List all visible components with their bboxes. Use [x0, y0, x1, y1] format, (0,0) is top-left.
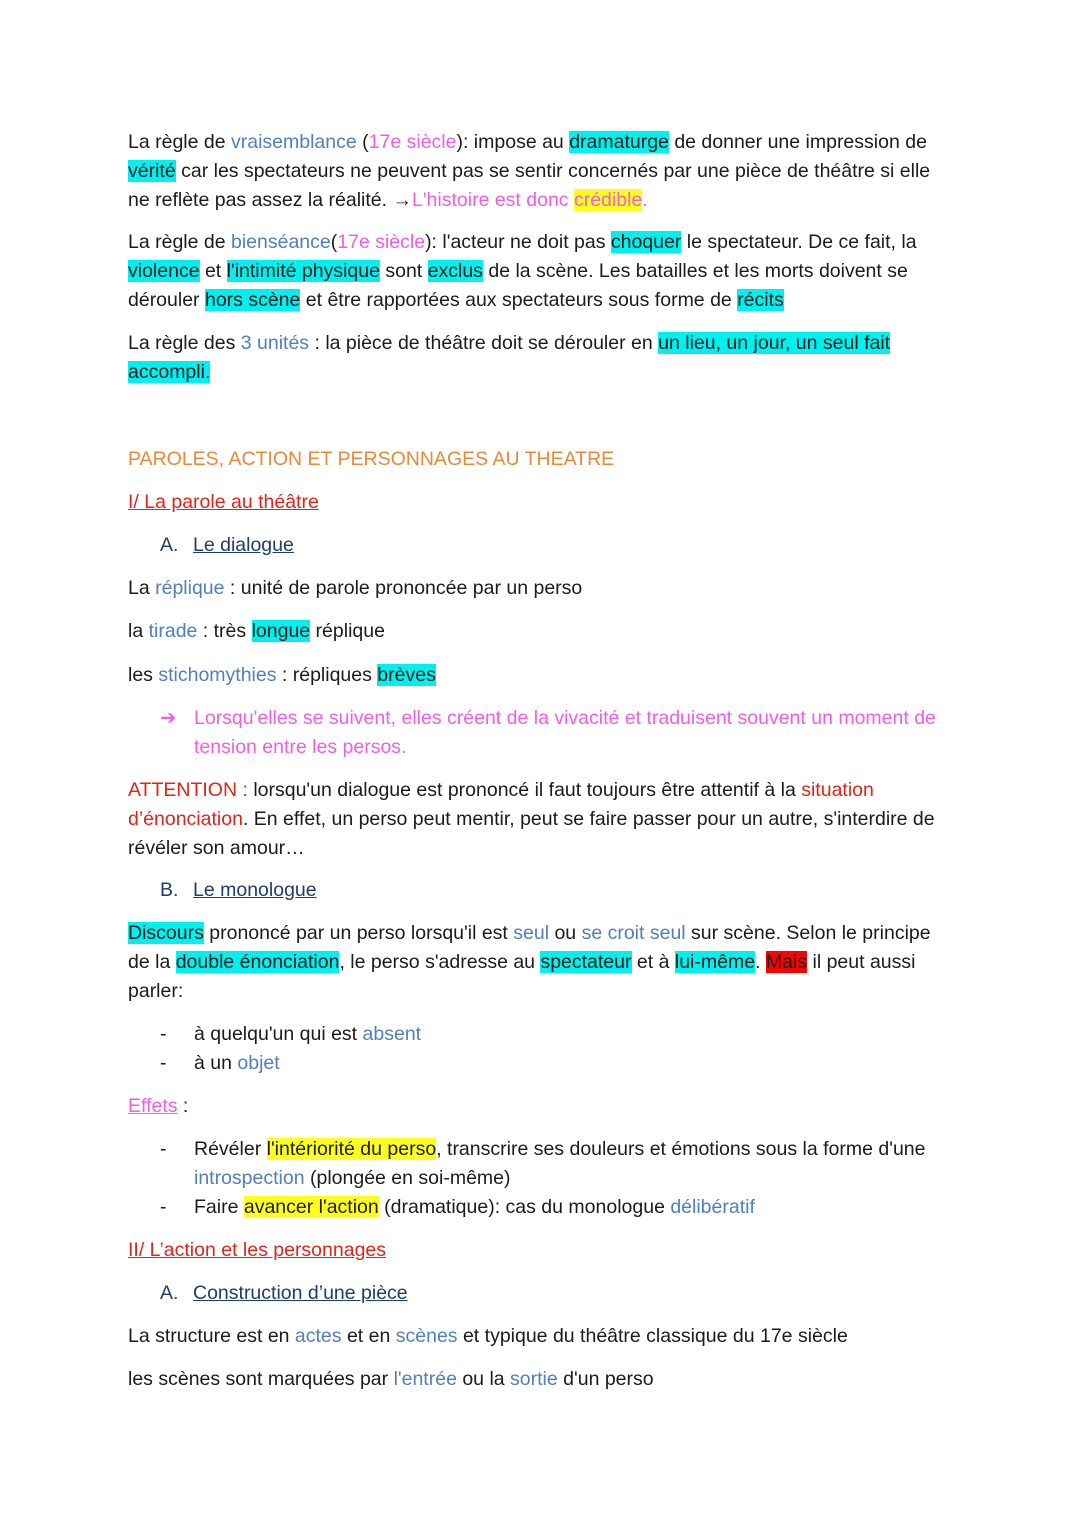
highlight-choquer: choquer [610, 231, 682, 253]
paragraph-monologue: Discours prononcé par un perso lorsqu'il est seul ou se croit seul sur scène. Selon le principe de la double énonciation, le perso s'adresse au spectateur et à lui-même. Mais il peut aussi parler: [128, 922, 931, 1002]
effets-label: Effets : [128, 1095, 189, 1117]
highlight-intimite: l'intimité physique [226, 260, 380, 282]
term-bienseance: bienséance [231, 231, 331, 253]
highlight-credible: crédible [573, 189, 643, 211]
paragraph-attention: ATTENTION : lorsqu'un dialogue est prononcé il faut toujours être attentif à la situation d’énonciation. En effet, un perso peut mentir, peut se faire passer pour un autre, s'interdire de révéler son amour… [128, 779, 935, 859]
highlight-dramaturge: dramaturge [569, 131, 669, 153]
paragraph-scenes: les scènes sont marquées par l'entrée ou la sortie d'un perso [128, 1368, 654, 1390]
highlight-lieu-jour-fait: un lieu, un jour, un seul fait accompli. [128, 332, 891, 383]
list-item: - Faire avancer l'action (dramatique): cas du monologue délibératif [160, 1196, 755, 1218]
note-stichomythies: ➔ Lorsqu'elles se suivent, elles créent de la vivacité et traduisent souvent un moment de tension entre les persos. [160, 704, 974, 762]
list-item: - Révéler l'intériorité du perso, transcrire ses douleurs et émotions sous la forme d'une introspection (plongée en soi-même) [160, 1138, 926, 1189]
paragraph-bienseance: La règle de bienséance(17e siècle): l'acteur ne doit pas choquer le spectateur. De ce fait, la violence et l'intimité physique sont exclus de la scène. Les batailles et les morts doivent se dérouler hors scène et être rapportées aux spectateurs sous forme de récits [128, 231, 917, 311]
subheading-construction: A. Construction d’une pièce [160, 1282, 408, 1304]
term-scenes: scènes [395, 1325, 458, 1347]
heading-la-parole: I/ La parole au théâtre [128, 491, 319, 513]
paragraph-vraisemblance: La règle de vraisemblance (17e siècle): impose au dramaturge de donner une impression de vérité car les spectateurs ne peuvent pas se sentir concernés par une pièce de théâtre si elle ne reflète pas assez la réalité. →L'histoire est donc crédible. [128, 131, 931, 211]
highlight-lui-meme: lui-même [674, 951, 756, 973]
term-stichomythies: stichomythies [158, 664, 277, 686]
arrow-right-icon: ➔ [160, 707, 177, 729]
highlight-hors-scene: hors scène [204, 289, 301, 311]
highlight-longue: longue [251, 620, 311, 642]
subheading-dialogue: A. Le dialogue [160, 534, 294, 556]
term-3-unites: 3 unités [240, 332, 310, 354]
section-title: PAROLES, ACTION ET PERSONNAGES AU THEATRE [128, 448, 615, 470]
list-item: - à quelqu'un qui est absent [160, 1023, 422, 1045]
heading-action-personnages: II/ L’action et les personnages [128, 1239, 387, 1261]
date-17e-siecle: 17e siècle [337, 231, 426, 253]
term-actes: actes [294, 1325, 342, 1347]
attention-label: ATTENTION : [128, 779, 254, 801]
list-item: - à un objet [160, 1052, 280, 1074]
highlight-discours: Discours [128, 922, 204, 944]
definition-stichomythies: les stichomythies : répliques brèves [128, 664, 436, 686]
highlight-breves: brèves [377, 664, 436, 686]
term-replique: réplique [155, 577, 225, 599]
term-sortie: sortie [510, 1368, 558, 1390]
highlight-verite: vérité [128, 160, 176, 182]
highlight-interiorite: l'intériorité du perso [266, 1138, 437, 1160]
paragraph-3-unites: La règle des 3 unités : la pièce de théâtre doit se dérouler en un lieu, un jour, un seul fait accompli. [128, 332, 891, 383]
term-absent: absent [362, 1023, 422, 1045]
highlight-recits: récits [737, 289, 784, 311]
highlight-spectateur: spectateur [540, 951, 632, 973]
term-deliberatif: délibératif [670, 1196, 755, 1218]
date-17e-siecle: 17e siècle [368, 131, 457, 153]
term-se-croit-seul: se croit seul [581, 922, 686, 944]
highlight-mais: Mais [765, 951, 808, 973]
highlight-avancer-action: avancer l'action [243, 1196, 379, 1218]
arrow-icon: → [392, 189, 412, 211]
highlight-exclus: exclus [427, 260, 483, 282]
definition-tirade: la tirade : très longue réplique [128, 620, 385, 642]
term-seul: seul [513, 922, 550, 944]
subheading-monologue: B. Le monologue [160, 879, 317, 901]
highlight-violence: violence [128, 260, 200, 282]
term-introspection: introspection [194, 1167, 305, 1189]
term-entree: l'entrée [393, 1368, 457, 1390]
term-vraisemblance: vraisemblance [231, 131, 357, 153]
term-situation-enonciation: situation d’énonciation [128, 779, 874, 830]
highlight-double-enonciation: double énonciation [175, 951, 340, 973]
term-tirade: tirade [148, 620, 198, 642]
paragraph-structure: La structure est en actes et en scènes et typique du théâtre classique du 17e siècle [128, 1325, 848, 1347]
term-objet: objet [237, 1052, 280, 1074]
definition-replique: La réplique : unité de parole prononcée par un perso [128, 577, 583, 599]
